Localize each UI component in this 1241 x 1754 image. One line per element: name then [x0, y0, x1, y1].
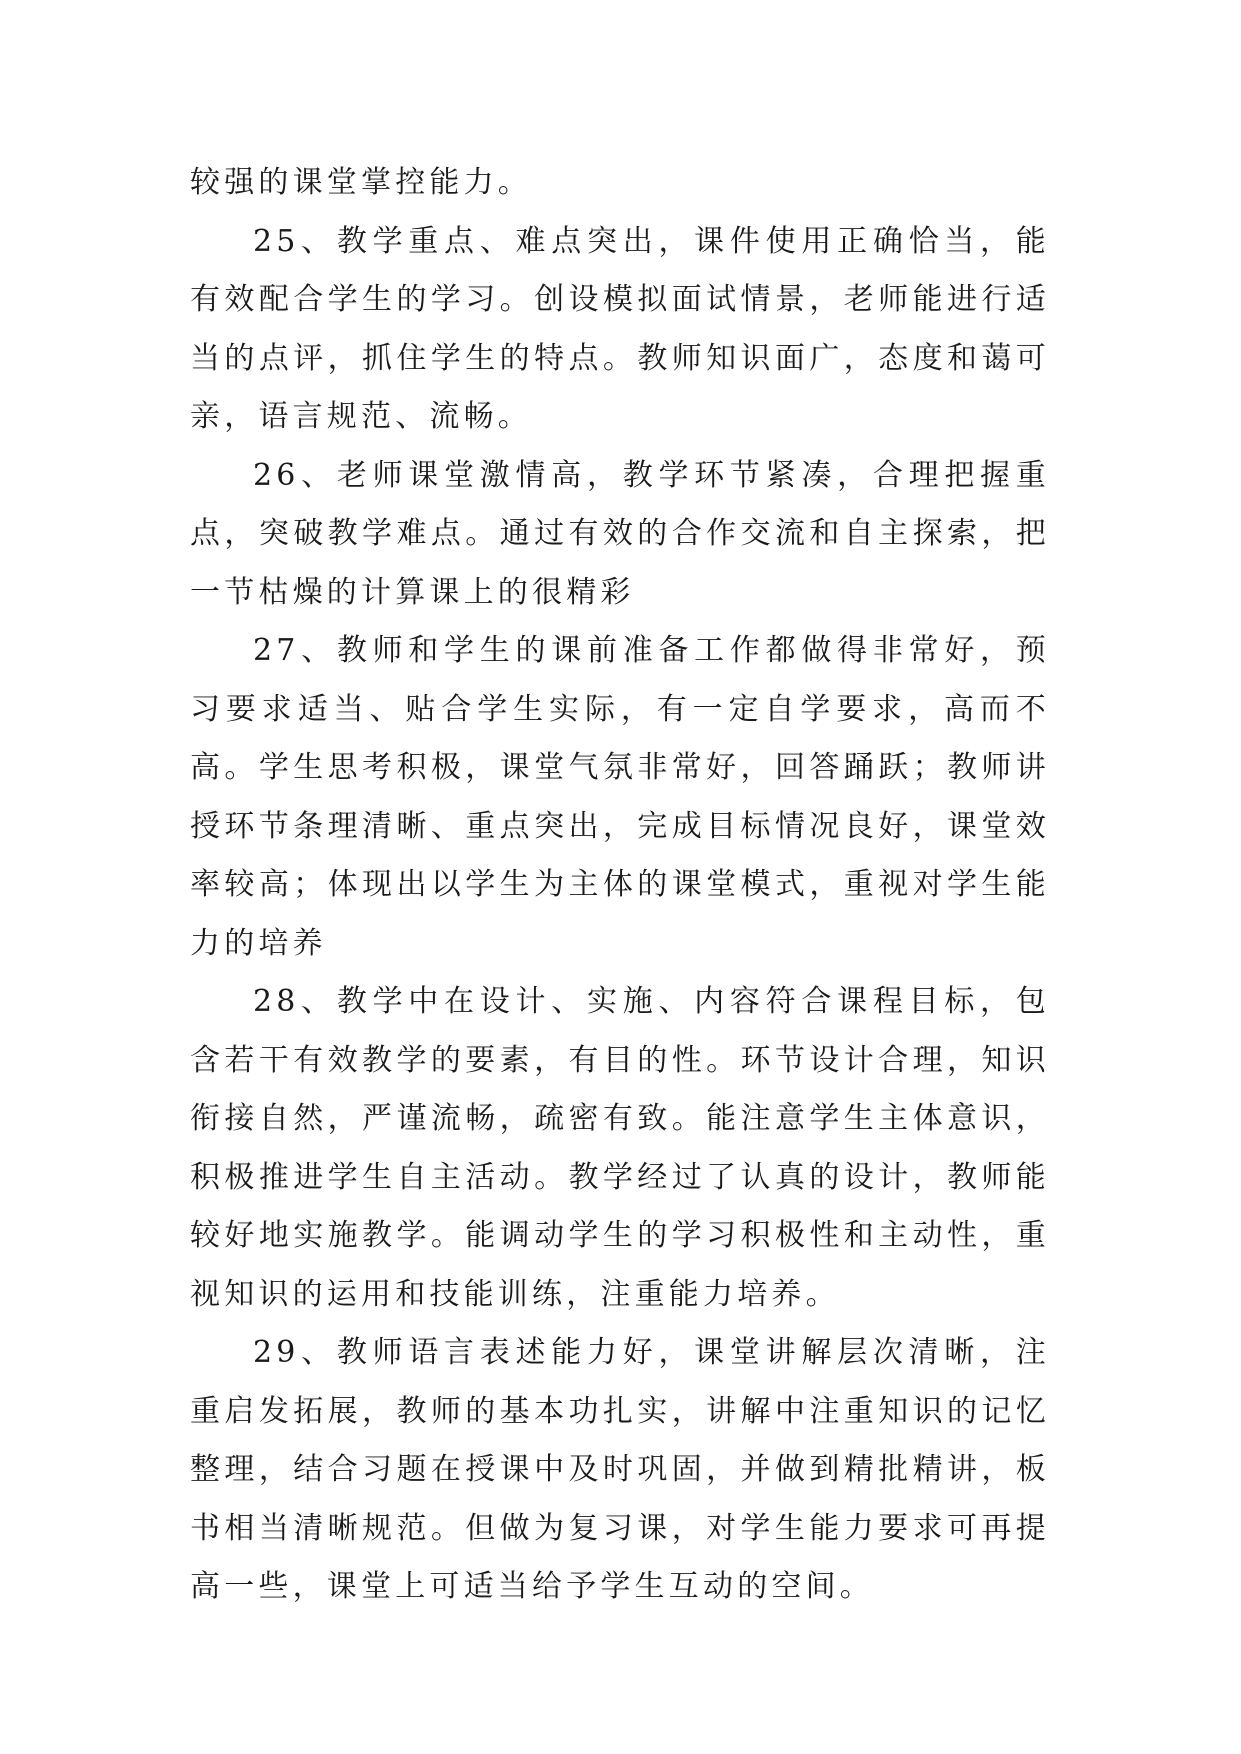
paragraph-item-28: 28、教学中在设计、实施、内容符合课程目标，包含若干有效教学的要素，有目的性。环节设计合理，知识衔接自然，严谨流畅，疏密有致。能注意学生主体意识，积极推进学生自主活动。教学经过了认真的设计，教师能较好地实施教学。能调动学生的学习积极性和主动性，重视知识的运用和技能训练，注重能力培养。: [190, 984, 1050, 1312]
paragraph-item-26: 26、老师课堂激情高，教学环节紧凑，合理把握重点，突破教学难点。通过有效的合作交流和自主探索，把一节枯燥的计算课上的很精彩: [190, 457, 1050, 610]
document-body: [190, 154, 1050, 1617]
paragraph-item-29: 29、教师语言表述能力好，课堂讲解层次清晰，注重启发拓展，教师的基本功扎实，讲解中注重知识的记忆整理，结合习题在授课中及时巩固，并做到精批精讲，板书相当清晰规范。但做为复习课，对学生能力要求可再提高一些，课堂上可适当给予学生互动的空间。: [190, 1335, 1050, 1604]
paragraph-item-25: 25、教学重点、难点突出，课件使用正确恰当，能有效配合学生的学习。创设模拟面试情景，老师能进行适当的点评，抓住学生的特点。教师知识面广，态度和蔼可亲，语言规范、流畅。: [190, 223, 1050, 434]
paragraph-item-27: 27、教师和学生的课前准备工作都做得非常好，预习要求适当、贴合学生实际，有一定自学要求，高而不高。学生思考积极，课堂气氛非常好，回答踊跃；教师讲授环节条理清晰、重点突出，完成目标情况良好，课堂效率较高；体现出以学生为主体的课堂模式，重视对学生能力的培养: [190, 633, 1050, 961]
paragraph-continuation: 较强的课堂掌控能力。: [190, 165, 532, 200]
